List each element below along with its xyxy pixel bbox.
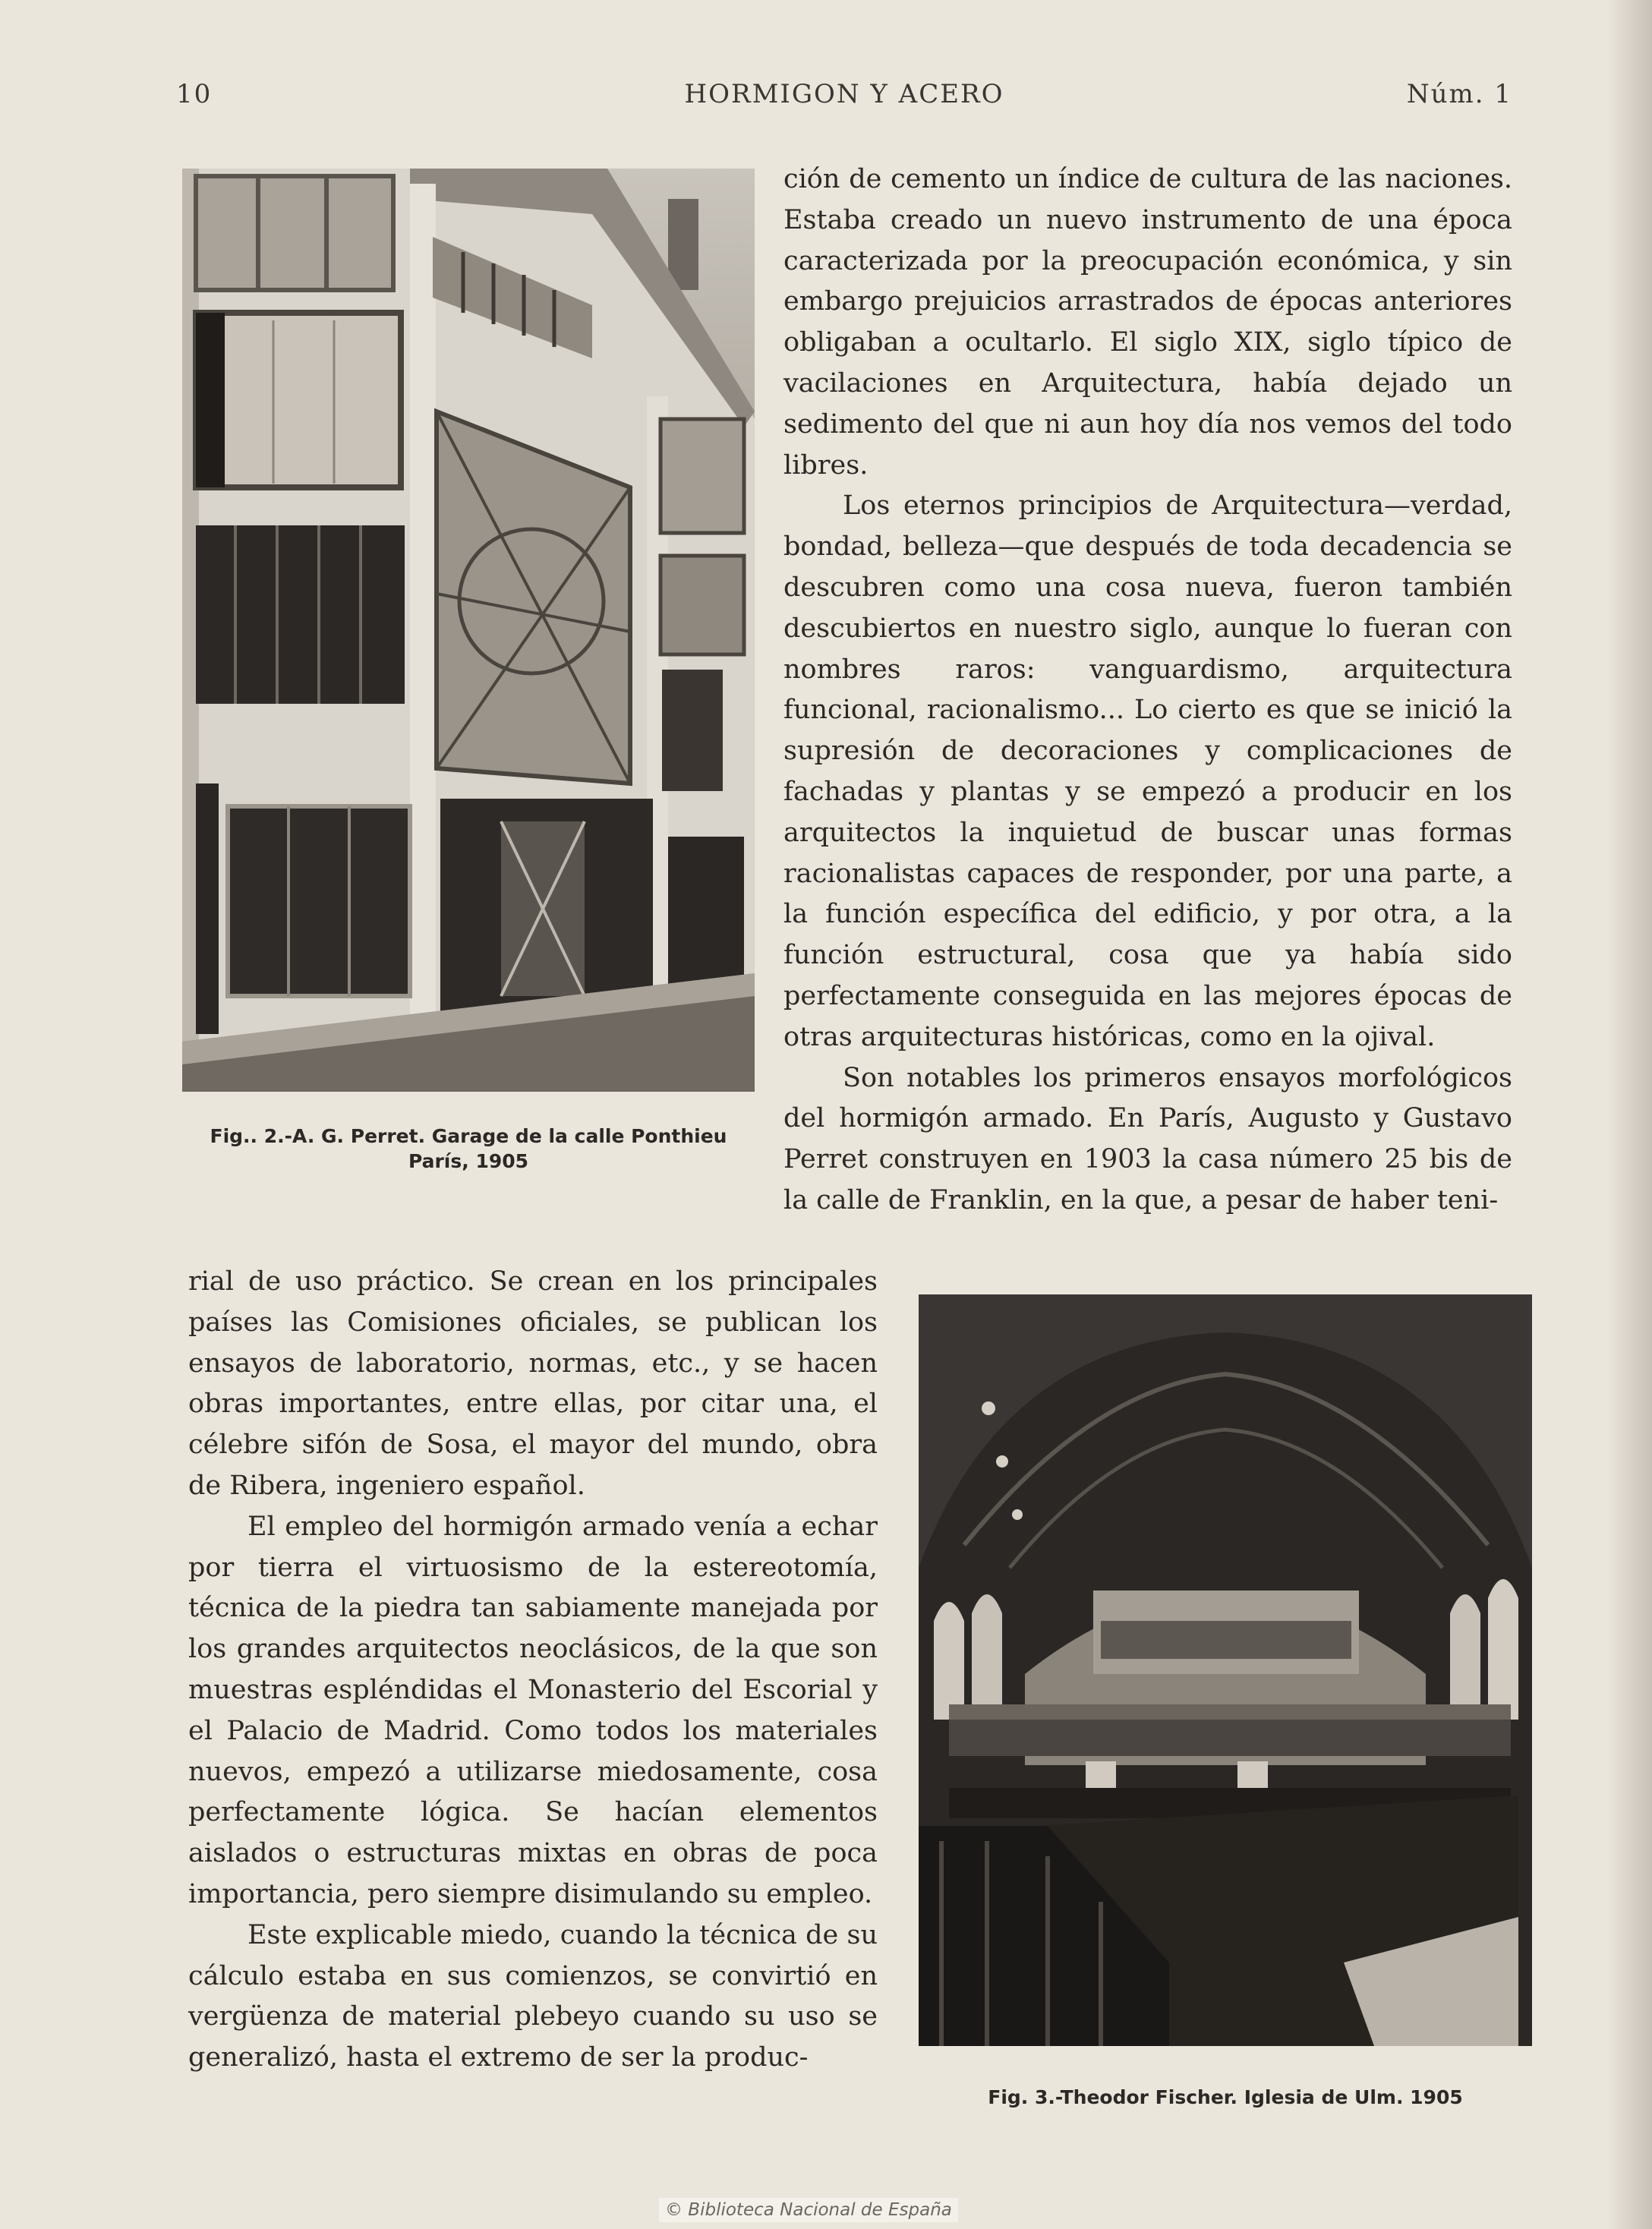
figure-3-caption: Fig. 3.-Theodor Fischer. Iglesia de Ulm. 1905 [988, 2086, 1463, 2108]
paragraph: rial de uso práctico. Se crean en los principales países las Comisiones oficiales, se publican los ensayos de laboratorio, normas, etc., y se hacen obras importantes, entre ellas, por citar una, el célebre sifón de Sosa, el mayor del mundo, obra de Ribera, ingeniero español. [188, 1266, 878, 1501]
paragraph: Este explicable miedo, cuando la técnica de su cálculo estaba en sus comienzos, se convirtió en vergüenza de material plebeyo cuando su uso se generalizó, hasta el extremo de ser la produc- [188, 1919, 878, 2073]
figure-2-caption-line2: París, 1905 [408, 1150, 529, 1172]
church-interior-illustration [919, 1294, 1532, 2046]
paragraph: El empleo del hormigón armado venía a echar por tierra el virtuosismo de la estereotomía, técnica de la piedra tan sabiamente manejada por los grandes arquitectos neoclásicos, de la que son muestras espléndidas el Monasterio del Escorial y el Palacio de Madrid. Como todos los materiales nuevos, empezó a utilizarse miedosamente, cosa perfectamente lógica. Se hacían elementos aislados o estructuras mixtas en obras de poca importancia, pero siempre disimulando su empleo. [188, 1511, 878, 1909]
figure-2-caption-line1: Fig.. 2.-A. G. Perret. Garage de la calle Ponthieu [210, 1125, 727, 1147]
page-number: 10 [176, 79, 213, 109]
journal-title: HORMIGON Y ACERO [684, 79, 1004, 109]
figure-3-photo [919, 1294, 1532, 2046]
body-column-bottom-left [188, 1262, 878, 2079]
paragraph: Son notables los primeros ensayos morfológicos del hormigón armado. En París, Augusto y Gustavo Perret construyen en 1903 la casa número 25 bis de la calle de Franklin, en la que, a pesar de haber teni- [783, 1062, 1512, 1215]
page-edge-shadow [1606, 0, 1652, 2229]
garage-facade-illustration [182, 169, 755, 1092]
body-column-top-right [783, 159, 1512, 1222]
running-header [176, 79, 1512, 117]
issue-number: Núm. 1 [1406, 79, 1512, 109]
figure-2-photo [182, 169, 755, 1092]
library-credit: © Biblioteca Nacional de España [659, 2198, 958, 2222]
figure-2-caption [182, 1124, 755, 1174]
paragraph: Los eternos principios de Arquitectura—verdad, bondad, belleza—que después de toda decadencia se descubren como una cosa nueva, fueron también descubiertos en nuestro siglo, aunque lo fueran con nombres raros: vanguardismo, arquitectura funcional, racionalismo... Lo cierto es que se inició la supresión de decoraciones y complicaciones de fachadas y plantas y se empezó a producir en los arquitectos la inquietud de buscar unas formas racionalistas capaces de responder, por una parte, a la función específica del edificio, y por otra, a la función estructural, cosa que ya había sido perfectamente conseguida en las mejores épocas de otras arquitecturas históricas, como en la ojival. [783, 490, 1512, 1052]
paragraph: ción de cemento un índice de cultura de las naciones. Estaba creado un nuevo instrumento de una época caracterizada por la preocupación económica, y sin embargo prejuicios arrastrados de épocas anteriores obligaban a ocultarlo. El siglo XIX, siglo típico de vacilaciones en Arquitectura, había dejado un sedimento del que ni aun hoy día nos vemos del todo libres. [783, 164, 1512, 481]
